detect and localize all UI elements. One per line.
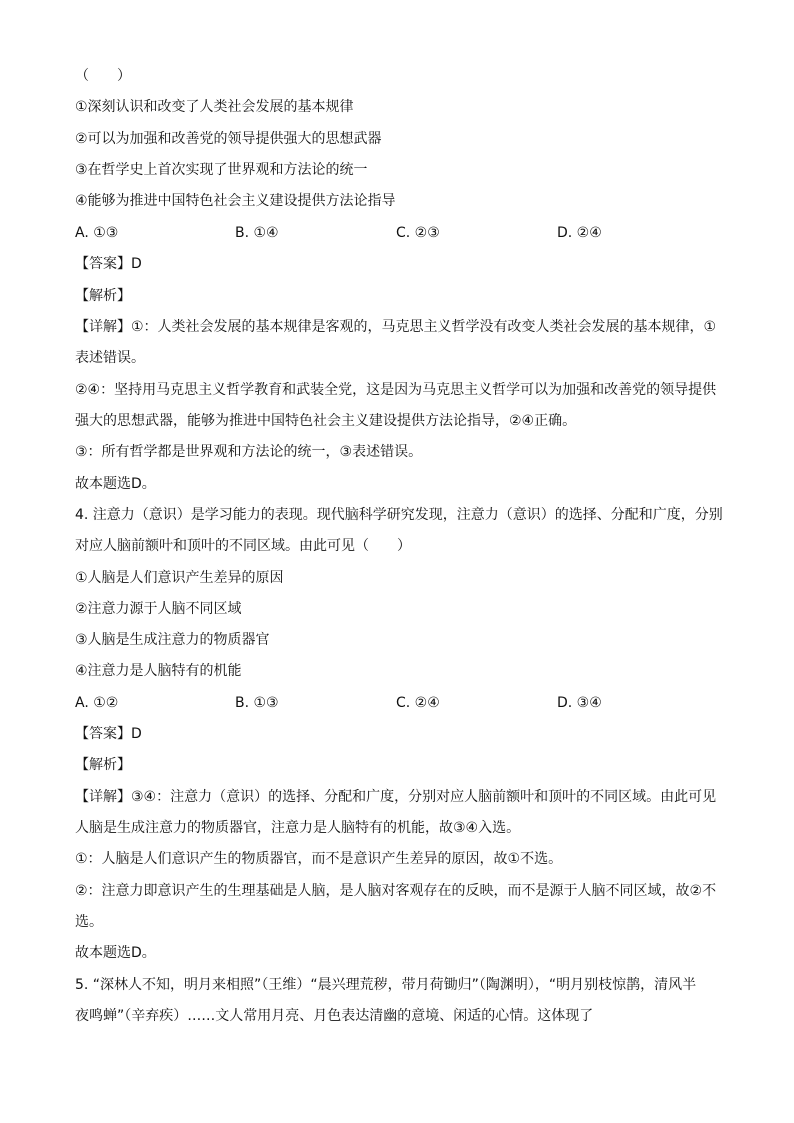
q4-detail-line-4: ②：注意力即意识产生的生理基础是人脑，是人脑对客观存在的反映，而不是源于人脑不同区域，故②不 (75, 883, 717, 899)
q4-answer: 【答案】D (75, 726, 142, 742)
q4-analysis-label: 【解析】 (75, 757, 131, 773)
q4-option-b: B. ①③ (235, 695, 279, 711)
q4-detail-line-5: 选。 (75, 914, 103, 930)
q3-analysis-label: 【解析】 (75, 288, 131, 304)
q3-conclusion: 故本题选D。 (75, 476, 156, 492)
q3-answer: 【答案】D (75, 256, 142, 272)
q3-detail-line-4: 强大的思想武器，能够为推进中国特色社会主义建设提供方法论指导，②④正确。 (75, 413, 577, 429)
q3-detail-line-3: ②④：坚持用马克思主义哲学教育和武装全党，这是因为马克思主义哲学可以为加强和改善党的领导提供 (75, 382, 717, 398)
q4-item-1: ①人脑是人们意识产生差异的原因 (75, 570, 284, 586)
q4-item-3: ③人脑是生成注意力的物质器官 (75, 632, 270, 648)
q4-option-c: C. ②④ (396, 695, 440, 711)
q3-option-d: D. ②④ (557, 225, 602, 241)
q3-item-3: ③在哲学史上首次实现了世界观和方法论的统一 (75, 162, 368, 178)
q3-item-4: ④能够为推进中国特色社会主义建设提供方法论指导 (75, 193, 396, 209)
q3-item-2: ②可以为加强和改善党的领导提供强大的思想武器 (75, 131, 382, 147)
q3-option-c: C. ②③ (396, 225, 440, 241)
q3-detail-line-2: 表述错误。 (75, 350, 145, 366)
q4-item-2: ②注意力源于人脑不同区域 (75, 601, 242, 617)
q4-option-a: A. ①② (75, 695, 119, 711)
q3-paren: （ ） (75, 68, 131, 84)
q3-option-b: B. ①④ (235, 225, 279, 241)
q5-stem-line-1: 5. “深林人不知，明月来相照”（王维）“晨兴理荒秽，带月荷锄归”（陶渊明），“明月别枝惊鹊，清风半 (75, 977, 697, 993)
q5-stem-line-2: 夜鸣蝉”（辛弃疾）……文人常用月亮、月色表达清幽的意境、闲适的心情。这体现了 (75, 1008, 594, 1024)
q3-detail-line-5: ③：所有哲学都是世界观和方法论的统一，③表述错误。 (75, 444, 423, 460)
q3-detail-line-1: 【详解】①：人类社会发展的基本规律是客观的，马克思主义哲学没有改变人类社会发展的基本规律，① (75, 319, 717, 335)
q4-item-4: ④注意力是人脑特有的机能 (75, 663, 242, 679)
q4-stem-line-1: 4. 注意力（意识）是学习能力的表现。现代脑科学研究发现，注意力（意识）的选择、分配和广度，分别 (75, 507, 723, 523)
q4-stem-line-2: 对应人脑前额叶和顶叶的不同区域。由此可见（ ） (75, 538, 411, 554)
q4-detail-line-3: ①：人脑是人们意识产生的物质器官，而不是意识产生差异的原因，故①不选。 (75, 851, 563, 867)
q4-detail-line-1: 【详解】③④：注意力（意识）的选择、分配和广度，分别对应人脑前额叶和顶叶的不同区域。由此可见 (75, 789, 717, 805)
q3-option-a: A. ①③ (75, 225, 119, 241)
q3-item-1: ①深刻认识和改变了人类社会发展的基本规律 (75, 99, 354, 115)
q4-option-d: D. ③④ (557, 695, 602, 711)
q4-detail-line-2: 人脑是生成注意力的物质器官，注意力是人脑特有的机能，故③④入选。 (75, 820, 521, 836)
q4-conclusion: 故本题选D。 (75, 945, 156, 961)
